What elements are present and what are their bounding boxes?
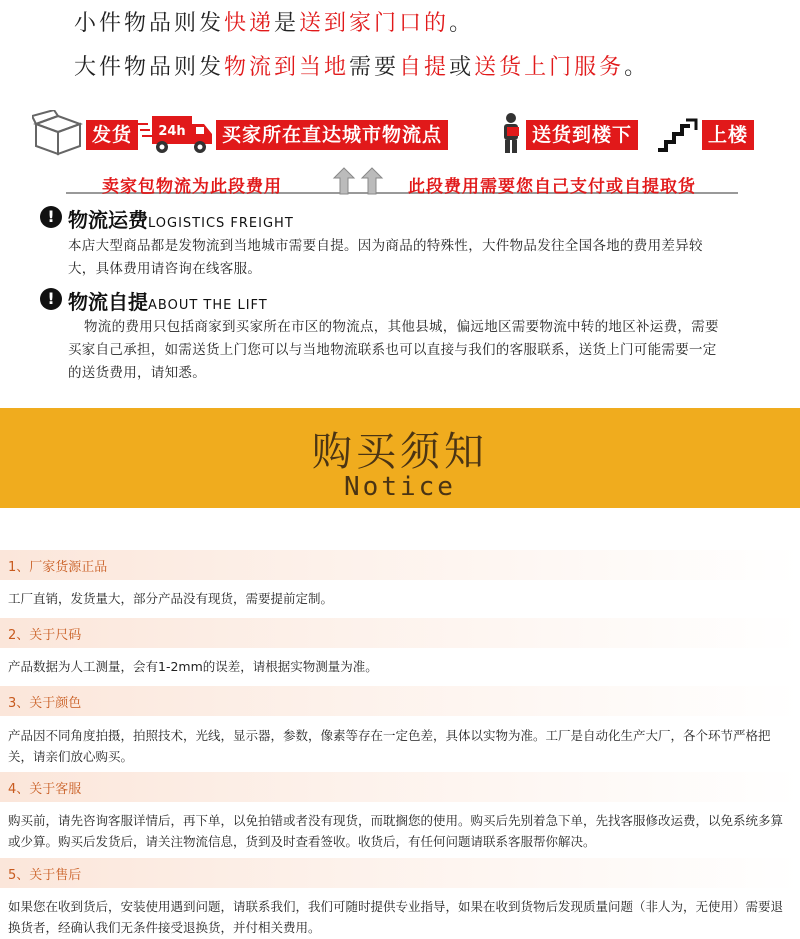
flow-step-downstairs: 送货到楼下 xyxy=(526,120,638,150)
section-header xyxy=(0,618,800,648)
flow-step-upstairs: 上楼 xyxy=(702,120,754,150)
section-body: 如果您在收到货后，安装使用遇到问题，请联系我们，我们可随时提供专业指导，如果在收到货物后发现质量问题（非人为，无使用）需要退换货者，经确认我们无条件接受退换货，并付相关费用。 xyxy=(8,899,784,935)
intro-text: 需要 xyxy=(349,55,400,80)
notice-title-en: Notice xyxy=(344,472,456,502)
section-header-label: 4、关于客服 xyxy=(8,782,82,797)
section-header xyxy=(0,686,800,716)
courier-person-icon xyxy=(498,112,524,154)
notice-title-cn: 购买须知 xyxy=(312,429,488,475)
lift-text: 物流的费用只包括商家到买家所在市区的物流点，其他县城，偏远地区需要物流中转的地区补运费，需要买家自己承担，如需送货上门您可以与当地物流联系也可以直接与我们的客服联系，送货上门可能需要一定的送货费用，请知悉。 xyxy=(68,319,719,381)
up-arrows-icon xyxy=(332,166,386,196)
flow-step-city-station: 买家所在直达城市物流点 xyxy=(216,120,448,150)
warning-icon: ! xyxy=(40,206,62,228)
section-header xyxy=(0,772,800,802)
intro-highlight: 送货上门服务 xyxy=(474,55,625,80)
intro-highlight: 自提 xyxy=(399,55,450,80)
section-body: 产品数据为人工测量，会有1-2mm的误差，请根据实物测量为准。 xyxy=(8,659,378,674)
buyer-pays-label: 此段费用需要您自己支付或自提取货 xyxy=(408,177,696,197)
section-header-label: 2、关于尺码 xyxy=(8,628,82,643)
lift-subtitle: ABOUT THE LIFT xyxy=(148,298,268,313)
intro-text: 是 xyxy=(274,11,300,36)
freight-heading xyxy=(68,204,294,233)
truck-badge-label: 24h xyxy=(158,124,186,139)
section-header-label: 3、关于颜色 xyxy=(8,696,82,711)
warning-icon: ! xyxy=(40,288,62,310)
section-header xyxy=(0,858,800,888)
freight-title: 物流运费 xyxy=(68,208,148,232)
package-box-icon xyxy=(32,110,84,156)
section-body: 工厂直销，发货量大，部分产品没有现货，需要提前定制。 xyxy=(8,591,334,606)
freight-subtitle: LOGISTICS FREIGHT xyxy=(148,216,294,231)
intro-highlight: 送到家门口的 xyxy=(299,11,450,36)
lift-title: 物流自提 xyxy=(68,290,148,314)
delivery-flow xyxy=(0,104,800,164)
section-header-label: 1、厂家货源正品 xyxy=(8,560,108,575)
intro-highlight: 快递 xyxy=(224,11,275,36)
section-header xyxy=(0,550,800,580)
intro-text: 小件物品则发 xyxy=(74,11,225,36)
section-body: 购买前，请先咨询客服详情后，再下单，以免拍错或者没有现货，而耽搁您的使用。购买后先别着急下单，先找客服修改运费，以免系统多算或少算。购买后发货后，请关注物流信息，货到及时查看签收。收货后，有任何问题请联系客服帮你解决。 xyxy=(8,813,784,849)
intro-line-small-items xyxy=(74,6,474,37)
stairs-icon xyxy=(656,118,698,152)
freight-text: 本店大型商品都是发物流到当地城市需要自提。因为商品的特殊性，大件物品发往全国各地的费用差异较大，具体费用请咨询在线客服。 xyxy=(68,238,703,277)
intro-text: 。 xyxy=(624,55,650,80)
lift-heading xyxy=(68,286,268,315)
section-body: 产品因不同角度拍摄，拍照技术，光线，显示器，参数，像素等存在一定色差，具体以实物为准。工厂是自动化生产大厂，各个环节严格把关，请亲们放心购买。 xyxy=(8,728,771,764)
intro-text: 。 xyxy=(449,11,475,36)
intro-text: 或 xyxy=(449,55,475,80)
intro-line-large-items xyxy=(74,50,649,81)
intro-text: 大件物品则发 xyxy=(74,55,225,80)
section-header-label: 5、关于售后 xyxy=(8,868,82,883)
seller-pays-label: 卖家包物流为此段费用 xyxy=(102,177,282,197)
intro-highlight: 物流到当地 xyxy=(224,55,350,80)
flow-step-ship: 发货 xyxy=(86,120,138,150)
delivery-truck-icon xyxy=(138,110,214,156)
